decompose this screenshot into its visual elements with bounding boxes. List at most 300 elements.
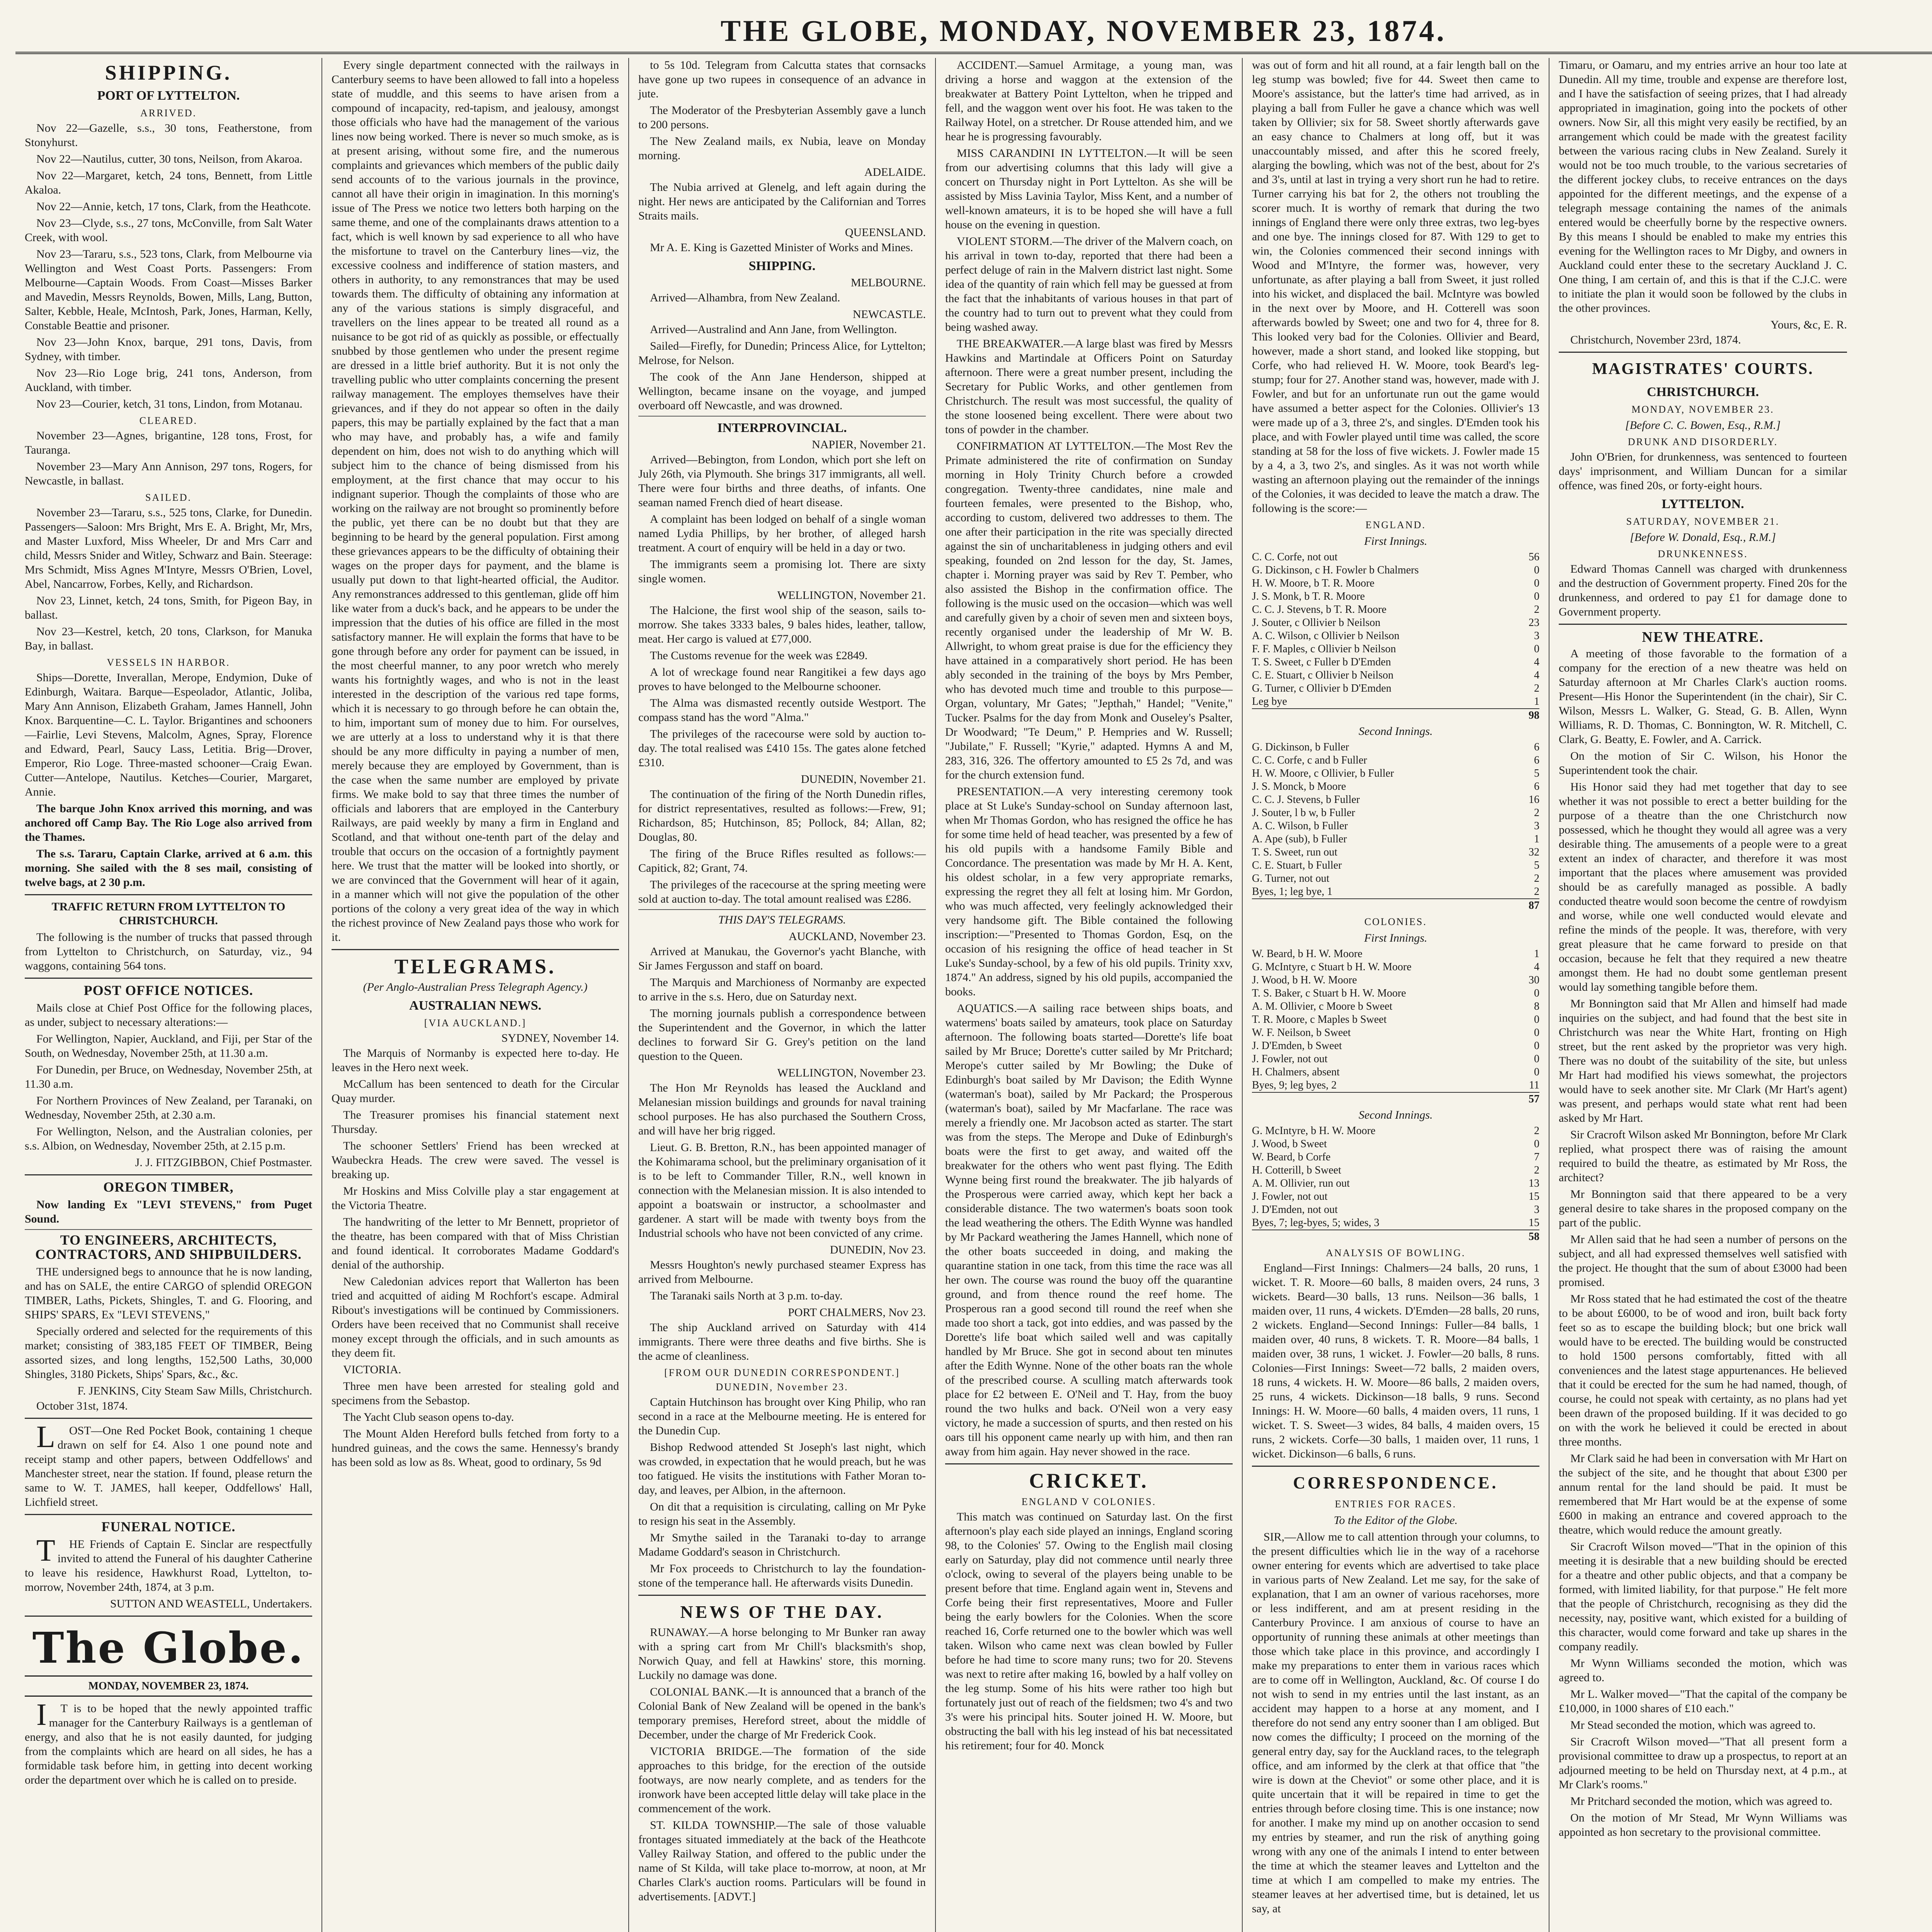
score-row (1252, 564, 1539, 577)
queensland-dateline: QUEENSLAND. (845, 226, 926, 239)
runs: 2 (1534, 682, 1539, 694)
runs: 6 (1534, 741, 1539, 753)
batsman-name: A. Ape (sub), b Fuller (1252, 833, 1347, 845)
divider (25, 1229, 312, 1230)
telegram-paragraph: The Halcione, the first wool ship of the season, sails to-morrow. She takes 3333 bales, 9 bales hides, leather, tallow, meat. Her cargo is valued at £77,000. (638, 604, 926, 645)
shipping-entry: Nov 22—Gazelle, s.s., 30 tons, Featherstone, from Stonyhurst. (25, 122, 312, 149)
theatre-paragraph: Mr Pritchard seconded the motion, which was agreed to. (1570, 1795, 1833, 1808)
runs: 6 (1534, 754, 1539, 766)
divider (25, 1616, 312, 1617)
tararu-note: The s.s. Tararu, Captain Clarke, arrived at 6 a.m. this morning. She sailed with the 8 ses mail, consisting of twelve bags, at 2 30 p.m. (25, 847, 312, 889)
runs: 0 (1534, 643, 1539, 655)
christchurch-text: John O'Brien, for drunkenness, was sentenced to fourteen days' imprisonment, and William Duncan for a similar offence, was fined 20s, or forty-eight hours. (1559, 451, 1847, 492)
drunk-disorderly-label: DRUNK AND DISORDERLY. (1628, 436, 1778, 447)
local-news-list (945, 58, 1233, 1459)
telegram-paragraph: Arrived—Bebington, from London, which port she left on July 26th, via Plymouth. She brings 317 immigrants, all well. There were four births and three deaths, of infants. One seaman named French died of heart disease. (638, 453, 926, 509)
score-row (1252, 846, 1539, 859)
column-6 (1549, 58, 1856, 1932)
runs: 16 (1529, 794, 1539, 806)
telegram-paragraph: The schooner Settlers' Friend has been wrecked at Waubeckra Heads. The crew were saved. The vessel is breaking up. (332, 1139, 619, 1181)
post-list (25, 1001, 312, 1153)
batsman-name: A. M. Ollivier, c Moore b Sweet (1252, 1000, 1393, 1012)
magistrates-title: MAGISTRATES' COURTS. (1592, 360, 1814, 378)
globe-date-bar: MONDAY, NOVEMBER 23, 1874. (25, 1675, 312, 1697)
batsman-name: J. D'Emden, b Sweet (1252, 1040, 1342, 1052)
runs: 0 (1534, 1053, 1539, 1065)
runs: 4 (1534, 669, 1539, 681)
news-paragraph: ST. KILDA TOWNSHIP.—The sale of those valuable frontages situated immediately at the back of the Heathcote Valley Railway Station, and offered to the public under the name of St Kilda, will take place to-morrow, at noon, at Mr Charles Clark's auction rooms. Particulars will be found in advertisements. [ADVT.] (638, 1819, 926, 1903)
divider (638, 416, 926, 417)
runs: 30 (1529, 974, 1539, 986)
funeral-text: THE Friends of Captain E. Sinclar are respectfully invited to attend the Funeral of his daughter Catherine to leave his residence, Hawkhurst Road, Lyttelton, to-morrow, November 24th, 1874, at 3 p.m. (25, 1534, 312, 1594)
total-runs: 87 (1509, 899, 1539, 912)
funeral-signature: SUTTON AND WEASTELL, Undertakers. (110, 1597, 312, 1610)
runs: 0 (1534, 1027, 1539, 1039)
telegram-paragraph: The New Zealand mails, ex Nubia, leave on Monday morning. (638, 135, 926, 162)
score-row (1252, 1053, 1539, 1066)
batsman-name: C. C. Corfe, c and b Fuller (1252, 754, 1367, 766)
telegram-paragraph: Mr Smythe sailed in the Taranaki to-day to arrange Madame Goddard's season in Christchurch. (638, 1531, 926, 1558)
cricket-title: CRICKET. (1029, 1469, 1149, 1492)
theatre-paragraph: A meeting of those favorable to the formation of a company for the erection of a new theatre was held on Saturday afternoon at Mr Charles Clark's auction rooms. Present—His Honor the Superintendent (in the chair), Sir C. Wilson, Messrs L. Walker, G. Stead, G. B. Allen, Wynn Williams, R. D. Thomas, C. Bonnington, W. R. Mitchell, C. Clark, G. Beatty, E. Fowler, and A. Carrick. (1559, 647, 1847, 746)
divider (1559, 624, 1847, 625)
runs: 0 (1534, 1138, 1539, 1150)
runs: 4 (1534, 961, 1539, 973)
todays-telegrams-title: THIS DAY'S TELEGRAMS. (718, 913, 846, 926)
telegram-paragraph: McCallum has been sentenced to death for the Circular Quay murder. (332, 1078, 619, 1105)
post-notice-paragraph: For Wellington, Napier, Auckland, and Fiji, per Star of the South, on Wednesday, November 25th, at 11.30 a.m. (25, 1032, 312, 1060)
score-row (1252, 1013, 1539, 1026)
divider (638, 1595, 926, 1596)
runs: 8 (1534, 1000, 1539, 1012)
divider (25, 894, 312, 895)
column-2 (322, 58, 629, 1932)
shipping-title: SHIPPING. (105, 61, 232, 84)
column-3 (629, 58, 936, 1932)
engineers-date: October 31st, 1874. (36, 1400, 128, 1412)
score-row (1252, 603, 1539, 616)
batsman-name: C. C. J. Stevens, b Fuller (1252, 794, 1360, 806)
score-row (1252, 1124, 1539, 1138)
divider (25, 1514, 312, 1515)
shipping-entry: Nov 22—Annie, ketch, 17 tons, Clark, from the Heathcote. (36, 200, 311, 213)
traffic-text: The following is the number of trucks that passed through from Lyttelton to Christchurch, on Saturday, viz., 94 waggons, containing 564 tons. (25, 931, 312, 972)
news-paragraph: AQUATICS.—A sailing race between ships boats, and watermens' boats sailed by amateurs, took place on Saturday afternoon. The following boats started—Dorette's life boat sailed by Mr Bruce; Dorette's cutter sailed by Mr Pritchard; Merope's cutter sailed by Mr Bowling; the Duke of Edinburgh's boat sailed by Mr Davison; the Edith Wynne (waterman's boat), sailed by Mr Packard; the Prosperous (waterman's boat), sailed by Mr Macfarlane. The race was merely a friendly one. Mr Jacobson acted as starter. The start was from the steps. The Merope and Duke of Edinburgh's boats were the first to get away, and waited off the breakwater for the others who went past flying. The Edith Wynne being first round the breakwater. The jib halyards of the Prosperous were carried away, which kept her back a considerable distance. The two watermen's boats soon took the lead weathering the others. The Edith Wynne was handled by Mr Packard weathering the James Hannell, which none of the other boats succeeded in doing, and making the quarantine station in one tack, from this time the race was all her own. The course was round the buoy off the quarantine ground, and from thence round the reef home. The Prosperous ran a good second till round the reef when she made too short a tack, got into eddies, and was passed by the Dorette's life boat which sailed well and was capitally handled by Mr Bruce. She got in second about ten minutes after the Edith Wynne. None of the other boats ran the whole of the prescribed course. A sculling match afterwards took place for £2 between E. O'Neil and T. Hay, from the buoy round the two hulks and back. O'Neil won a very easy victory, he made a succession of spurts, and then rested on his oars till his opponent came nearly up with him, and then ran away from him again. Hay never showed in the race. (945, 1002, 1233, 1458)
masthead: THE GLOBE, MONDAY, NOVEMBER 23, 1874. (720, 14, 1447, 48)
runs: 0 (1534, 1066, 1539, 1078)
telegram-paragraph: Sailed—Firefly, for Dunedin; Princess Alice, for Lyttelton; Melrose, for Nelson. (638, 340, 926, 367)
telegram-paragraph: Bishop Redwood attended St Joseph's last night, which was crowded, in expectation that he would preach, but he was too fatigued. He visits the institutions with Father Moran to-day, and leaves, per Albion, in the afternoon. (638, 1441, 926, 1497)
batsman-name: C. C. Corfe, not out (1252, 551, 1338, 563)
letter-continued: Timaru, or Oamaru, and my entries arrive an hour too late at Dunedin. All my time, trouble and expense are therefore lost, and I have the satisfaction of seeing prizes, that I had already appropriated in imagination, going into the pockets of other owners. Now Sir, all this might very easily be rectified, by an arrangement which could be made with the greatest facility between the various racing clubs in New Zealand. Surely it would not be too much trouble, to the various secretaries of the different jockey clubs, to receive entrances on the days appointed for the different meetings, and the expense of a telegraph message containing the names of the animals entered would be cheerfully borne by the respective owners. By this means I should be enabled to make my entries this evening for the Wellington races to Mr Digby, and owners in Auckland could enter these to the secretary Auckland J. C. One thing, I am certain of, and this is that if the C.J.C. were to initiate the plan it would soon be followed by the clubs in the other provinces. (1559, 59, 1847, 315)
total-runs: 57 (1509, 1092, 1539, 1106)
australian-news-list (332, 1046, 619, 1469)
score-row (1252, 1066, 1539, 1079)
post-notice-paragraph: Mails close at Chief Post Office for the following places, as under, subject to necessary alterations:— (25, 1002, 312, 1029)
score-row (1252, 885, 1539, 899)
runs: 3 (1534, 630, 1539, 642)
telegram-paragraph: On dit that a requisition is circulating, calling on Mr Pyke to resign his seat in the Assembly. (638, 1500, 926, 1527)
score-row (1252, 1000, 1539, 1013)
analysis-title: ANALYSIS OF BOWLING. (1326, 1247, 1466, 1259)
post-notice-paragraph: For Wellington, Nelson, and the Australian colonies, per s.s. Albion, on Wednesday, November 25th, at 2.15 p.m. (25, 1125, 312, 1152)
christchurch-bench: [Before C. C. Bowen, Esq., R.M.] (1625, 419, 1781, 432)
score-row (1252, 1164, 1539, 1177)
score-row (1252, 780, 1539, 793)
batsman-name: Byes, 9; leg byes, 2 (1252, 1079, 1337, 1091)
score-row (1252, 643, 1539, 656)
runs: 0 (1534, 590, 1539, 602)
runs: 2 (1534, 872, 1539, 884)
shipping-entry: Nov 22—Nautilus, cutter, 30 tons, Neilson, from Akaroa. (36, 153, 303, 165)
entries-letter: SIR,—Allow me to call attention through your columns, to the present difficulties which lie in the way of a racehorse owner entering for events which are advertised to take place in various parts of New Zealand. Let me say, for the sake of explanation, that I am an owner of various racehorses, more or less indifferent, and am at present residing in the Canterbury Province. I am anxious of course to have an opportunity of running these animals at other meetings than those which take place in this province, and accordingly I make my preparations to enter them in various races which are to come off in Wellington, Auckland, &c. Of course I do not wish to send in my entries until the last instant, as an accident may happen to a horse at any moment, and I therefore do not send any entry sooner than I am obliged. But now comes the difficulty; I proceed on the morning of the general entry day, say for the Auckland races, to the telegraph office, and am informed by the clerk at that office that "the wire is down at the Cheviot" or some other place, and it is quite uncertain that it will be repaired in time to get the entries through before closing time. This is one instance; now for another. I make my mind up on another occasion to send my entries by steamer, and run the risk of anything going wrong with any one of the animals I intend to enter between the time at which the steamer leaves and Lyttelton and the time at which I am compelled to make my entries. The steamer leaves at her advertised time, but is detained, let us say, at (1252, 1531, 1539, 1915)
total-label (1252, 1230, 1509, 1243)
score-row (1252, 741, 1539, 754)
total-row (1252, 1092, 1539, 1106)
score-row (1252, 1026, 1539, 1039)
runs: 15 (1529, 1190, 1539, 1202)
correspondence-title: CORRESPONDENCE. (1293, 1473, 1498, 1492)
batsman-name: G. McIntyre, b H. W. Moore (1252, 1125, 1376, 1137)
auckland-list (638, 944, 926, 1063)
runs: 7 (1534, 1151, 1539, 1163)
batsman-name: G. McIntyre, c Stuart b H. W. Moore (1252, 961, 1412, 973)
telegram-paragraph: Mr Fox proceeds to Christchurch to lay the foundation-stone of the temperance hall. He afterwards visits Dunedin. (638, 1562, 926, 1589)
shipping-telegram-title: SHIPPING. (748, 259, 816, 273)
score-row (1252, 961, 1539, 974)
runs: 2 (1534, 1164, 1539, 1176)
theatre-paragraph: Sir Cracroft Wilson moved—"That all present form a provisional committee to draw up a prospectus, to report at an adjourned meeting to be held on Thursday next, at 4 p.m., at Mr Clark's rooms." (1559, 1735, 1847, 1791)
theatre-paragraph: Mr Ross stated that he had estimated the cost of the theatre to be about £6000, to be of wood and iron, built back forty feet so as to escape the building block; but one brick wall would have to be erected. The building would be constructed to hold 1500 persons comfortably, fitted with all conveniences and the latest stage appurtenances. He believed that it could be erected for the sum he had named, though, of course, he could not speak with certainty, as no plans had yet been drawn of the proposed building. If it was decided to go on with the work he believed it could be erected in about three months. (1559, 1293, 1847, 1448)
news-paragraph: CONFIRMATION AT LYTTELTON.—The Most Rev the Primate administered the rite of confirmation on Sunday morning in Holy Trinity Church before a crowded congregation. Twenty-three candidates, nine male and fourteen females, were presented to the Bishop, who, according to custom, delivered two addresses to them. The one after their participation in the rite was specially directed against the sin of uncharitableness in judging others and evil speaking, founded on 2nd lesson for the day, St. James, chapter i. Morning prayer was said by Rev T. Pember, who also assisted the Bishop in the confirmation office. The following is the music used on the occasion—which was well and carefully given by a choir of seven men and sixteen boys, recently organised under the leadership of Mr W. B. Allwright, to whom great praise is due for the efficiency they have attained in a comparatively short period. He has been ably seconded in the training of the boys by Mrs Pember, who has devoted much time and trouble to this purpose—Organ, voluntary, Mr Gates; "Jepthah," Handel; "Venite," Tucker. Psalms for the day from Monk and Ouseley's Psalter, Dr Woodward; "Te Deum," P. Hempries and W. Russell; "Jubilate," F. Russell; "Kyrie," adapted. Hymns A and M, 283, 316, 326. The offertory amounted to £5 2s 7d, and was for the church extension fund. (945, 440, 1233, 781)
runs: 15 (1529, 1217, 1539, 1229)
score-row (1252, 590, 1539, 603)
column-5 (1243, 58, 1549, 1932)
batsman-name: Byes, 1; leg bye, 1 (1252, 886, 1333, 898)
batsman-name: J. Wood, b Sweet (1252, 1138, 1327, 1150)
batsman-name: T. S. Sweet, c Fuller b D'Emden (1252, 656, 1391, 668)
telegram-paragraph: Mr Hoskins and Miss Colville play a star engagement at the Victoria Theatre. (332, 1185, 619, 1212)
batsman-name: A. C. Wilson, c Ollivier b Neilson (1252, 630, 1400, 642)
dunedin2-list (638, 1258, 926, 1303)
news-paragraph: PRESENTATION.—A very interesting ceremony took place at St Luke's Sunday-school on Sunday afternoon last, when Mr Thomas Gordon, who has resigned the office he has for some time held of head teacher, was presented by a few of his old pupils with a handsome Family Bible and Concordance. The presentation was made by Mr H. A. Kent, his oldest scholar, in a few very appropriate remarks, expressing the regret they all felt at losing him. Mr Gordon, who was much affected, very feelingly acknowledged their very handsome gift. The Bible contained the following inscription:—"Presented to Thomas Gordon, Esq, on the occasion of his resigning the office of head teacher in St Luke's Sunday-school, by a few of his old pupils. Trinity xxv, 1874." An address, signed by his old pupils, accompanied the books. (945, 785, 1233, 998)
funeral-title: FUNERAL NOTICE. (101, 1519, 236, 1534)
batsman-name: J. Fowler, not out (1252, 1190, 1328, 1202)
batsman-name: G. Dickinson, c H. Fowler b Chalmers (1252, 564, 1419, 576)
telegram-paragraph: Three men have been arrested for stealing gold and specimens from the Sebastop. (332, 1380, 619, 1407)
shipping-entry: Nov 22—Margaret, ketch, 24 tons, Bennett, from Little Akaloa. (25, 169, 312, 196)
lyttelton-title: LYTTELTON. (1662, 497, 1744, 511)
telegram-paragraph: The Taranaki sails North at 3 p.m. to-day. (650, 1289, 843, 1302)
score-row (1252, 872, 1539, 885)
score-row (1252, 551, 1539, 564)
batsman-name: Byes, 7; leg-byes, 5; wides, 3 (1252, 1217, 1379, 1229)
telegram-paragraph: The immigrants seem a promising lot. There are sixty single women. (638, 558, 926, 585)
batsman-name: G. Turner, not out (1252, 872, 1330, 884)
editorial-lead: IT is to be hoped that the newly appointed traffic manager for the Canterbury Railways is a gentleman of energy, and also that he is not easily daunted, for judging from the complaints which are heard on all sides, he has a formidable task before him, in getting into decent working order the department over which he is called on to preside. (25, 1698, 312, 1786)
score-row (1252, 1190, 1539, 1203)
news-paragraph: VICTORIA BRIDGE.—The formation of the side approaches to this bridge, for the erection of the outside footways, are now nearly complete, and as tenders for the ironwork have been accepted little delay will take place in the commencement of the work. (638, 1745, 926, 1815)
total-runs: 58 (1509, 1230, 1539, 1243)
australian-news-title: AUSTRALIAN NEWS. (409, 998, 541, 1013)
theatre-paragraph: Sir Cracroft Wilson asked Mr Bonnington, before Mr Clark replied, what prospect there was of raising the amount required to build the theatre, as estimated by Mr Ross, the architect? (1559, 1128, 1847, 1184)
engineers-list (25, 1265, 312, 1381)
sailed-label: SAILED. (145, 492, 192, 503)
lyttelton-date: SATURDAY, NOVEMBER 21. (1626, 516, 1780, 527)
batsman-name: A. C. Wilson, b Fuller (1252, 820, 1348, 832)
score-row (1252, 806, 1539, 820)
post-notice-paragraph: For Northern Provinces of New Zealand, per Taranaki, on Wednesday, November 25th, at 2.30 a.m. (25, 1094, 312, 1121)
dunedin-dateline: DUNEDIN, November 21. (801, 773, 926, 786)
runs: 2 (1534, 807, 1539, 819)
new-theatre-title: NEW THEATRE. (1642, 629, 1764, 645)
melbourne-dateline: MELBOURNE. (850, 276, 926, 289)
column-4 (936, 58, 1243, 1932)
chalmers-dateline: PORT CHALMERS, Nov 23. (788, 1306, 926, 1319)
batsman-name: A. M. Ollivier, run out (1252, 1177, 1350, 1189)
chalmers-text: The ship Auckland arrived on Saturday with 414 immigrants. There were three deaths and five births. She is the acme of cleanliness. (638, 1321, 926, 1362)
telegram-paragraph: The cook of the Ann Jane Henderson, shipped at Wellington, became insane on the voyage, and jumped overboard off Newcastle, and was drowned. (638, 371, 926, 412)
batsman-name: J. Fowler, not out (1252, 1053, 1328, 1065)
score-row (1252, 629, 1539, 643)
divider (945, 1463, 1233, 1464)
drunkenness-label: DRUNKENNESS. (1658, 548, 1748, 560)
divider (25, 1418, 312, 1419)
second-innings-label: Second Innings. (1359, 1109, 1433, 1121)
timber-notice-paragraph: Specially ordered and selected for the requirements of this market; consisting of 383,185 FEET OF TIMBER, Being assorted sizes, and long lengths, 152,500 Laths, 30,000 Shingles, 3180 Pickets, Ships' Spars, &c., &c. (25, 1325, 312, 1381)
entries-to: To the Editor of the Globe. (1333, 1514, 1458, 1527)
telegram-paragraph: The Marquis of Normanby is expected here to-day. He leaves in the Hero next week. (332, 1047, 619, 1074)
shipping-entry: Nov 23—Clyde, s.s., 27 tons, McConville, from Salt Water Creek, with wool. (25, 217, 312, 244)
barque-note: The barque John Knox arrived this morning, and was anchored off Camp Bay. The Rio Loge also arrived from the Thames. (25, 802, 312, 844)
oregon-text: Now landing Ex "LEVI STEVENS," from Puget Sound. (25, 1198, 312, 1225)
shipping-entry: November 23—Mary Ann Annison, 297 tons, Rogers, for Newcastle, in ballast. (25, 460, 312, 487)
runs: 2 (1534, 604, 1539, 616)
wellington-list (638, 603, 926, 770)
engineers-title: TO ENGINEERS, ARCHITECTS, CONTRACTORS, AND SHIPBUILDERS. (35, 1232, 302, 1262)
telegram-paragraph: The Moderator of the Presbyterian Assembly gave a lunch to 200 persons. (638, 104, 926, 131)
runs: 3 (1534, 820, 1539, 832)
score-row (1252, 1177, 1539, 1190)
first-innings-label: First Innings. (1364, 535, 1427, 548)
score-row (1252, 1151, 1539, 1164)
post-notice-paragraph: For Dunedin, per Bruce, on Wednesday, November 25th, at 11.30 a.m. (25, 1063, 312, 1090)
runs: 1 (1534, 948, 1539, 960)
colonies-title: COLONIES. (1364, 916, 1427, 927)
theatre-paragraph: Mr Stead seconded the motion, which was agreed to. (1570, 1719, 1816, 1731)
news-of-day-title: NEWS OF THE DAY. (680, 1602, 884, 1622)
total-runs: 98 (1509, 709, 1539, 722)
letter-signature: Yours, &c, E. R. (1770, 318, 1847, 331)
arrived-label: ARRIVED. (140, 107, 197, 119)
news-paragraph: MISS CARANDINI IN LYTTELTON.—It will be seen from our advertising columns that this lady will give a concert on Thursday night in Port Lyttelton. As she will be assisted by Miss Lavinia Taylor, Miss Kent, and a number of well-known amateurs, it is to be hoped she will have a full house on the evening in question. (945, 147, 1233, 231)
batsman-name: J. S. Monck, b Moore (1252, 781, 1346, 793)
score-row (1252, 695, 1539, 709)
theatre-paragraph: Mr Bonnington said that there appeared to be a very general desire to take shares in the proposed company on the part of the public. (1559, 1188, 1847, 1229)
batsman-name: J. S. Monk, b T. R. Moore (1252, 590, 1365, 602)
shipping-entry: Nov 23—Kestrel, ketch, 20 tons, Clarkson, for Manuka Bay, in ballast. (25, 625, 312, 652)
divider (1252, 1466, 1539, 1467)
score-row (1252, 754, 1539, 767)
total-label (1252, 899, 1509, 912)
lost-notice: LOST—One Red Pocket Book, containing 1 cheque drawn on self for £4. Also 1 one pound note and receipt stamp and other papers, between Oddfellows' and Manchester street, near the station. If found, please return the same to W. T. JAMES, hall keeper, Oddfellows' Hall, Lichfield street. (25, 1420, 312, 1509)
runs: 0 (1534, 1014, 1539, 1026)
columns (15, 58, 1932, 1932)
shipping-entry: Nov 23—Rio Loge brig, 241 tons, Anderson, from Auckland, with timber. (25, 367, 312, 394)
score-row (1252, 1138, 1539, 1151)
telegram-paragraph: New Caledonian advices report that Wallerton has been tried and acquitted of aiding M Rochfort's escape. Admiral Ribout's investigations will be continued by Commissioners. Orders have been received that no Communist shall receive money except through the officials, and in such amounts as they deem fit. (332, 1275, 619, 1359)
theatre-paragraph: Mr Allen said that he had seen a number of persons on the subject, and all had expressed themselves well satisfied with the project. He thought that the sum of about £3000 had been promised. (1559, 1233, 1847, 1289)
shipping-entry: Nov 23—John Knox, barque, 291 tons, Davis, from Sydney, with timber. (25, 336, 312, 363)
batsman-name: G. Dickinson, b Fuller (1252, 741, 1349, 753)
telegram-paragraph: The firing of the Bruce Rifles resulted as follows:—Capitick, 82; Grant, 74. (638, 847, 926, 874)
runs: 5 (1534, 767, 1539, 779)
sailed-list (25, 505, 312, 653)
shipping-entry: Nov 23, Linnet, ketch, 24 tons, Smith, for Pigeon Bay, in ballast. (25, 594, 312, 621)
telegram-paragraph: The Customs revenue for the week was £2849. (650, 649, 868, 662)
score-row (1252, 577, 1539, 590)
runs: 1 (1534, 833, 1539, 845)
melbourne-text: Arrived—Alhambra, from New Zealand. (650, 291, 840, 304)
runs: 0 (1534, 987, 1539, 999)
cleared-label: CLEARED. (139, 415, 198, 426)
newcastle-list (638, 322, 926, 413)
entries-title: ENTRIES FOR RACES. (1335, 1498, 1457, 1510)
auckland-dateline: AUCKLAND, November 23. (789, 930, 926, 943)
cricket-text: This match was continued on Saturday last. On the first afternoon's play each side played an innings, England scoring 98, to the Colonies' 57. Owing to the English mail closing early on Saturday, play did not commence until nearly three o'clock, owing to several of the players being unable to be present before that time. England again went in, Stevens and Corfe being their first representatives, Moore and Fuller being the early bowlers for the Colonies. When the score reached 16, Corfe returned one to the bowler which was well taken. Wilson who came next was clean bowled by Fuller before he had time to score many runs; two for 20. Stevens was next to retire after making 16, bowled by a half volley on the leg stump. Some of his hits were rather too high but fortunately just out of reach of the fieldsmen; two 4's and two 3's were his principal hits. Souter joined H. W. Moore, but obstructing the ball with his leg instead of his bat necessitated his retirement; four for 40. Monck (945, 1510, 1233, 1752)
divider (638, 909, 926, 910)
runs: 13 (1529, 1177, 1539, 1189)
england-title: ENGLAND. (1365, 519, 1426, 531)
wellington-dateline: WELLINGTON, November 21. (777, 589, 926, 602)
telegram-paragraph: Captain Hutchinson has brought over King Philip, who ran second in a race at the Melbourne meeting. He is entered for the Dunedin Cup. (638, 1396, 926, 1437)
total-row (1252, 709, 1539, 722)
score-row (1252, 974, 1539, 987)
news-paragraph: ACCIDENT.—Samuel Armitage, a young man, was driving a horse and waggon at the extension of the breakwater at Battery Point Lyttelton, when he tripped and fell, and the waggon went over his foot. He was taken to the Railway Hotel, on a stretcher. Dr Rouse attended him, and we hear he is progressing favourably. (945, 59, 1233, 143)
arrived-list (25, 121, 312, 411)
score-row (1252, 1203, 1539, 1216)
globe-nameplate: The Globe. (32, 1623, 305, 1673)
score-row (1252, 616, 1539, 629)
shipping-entry: November 23—Tararu, s.s., 525 tons, Clarke, for Dunedin. Passengers—Saloon: Mrs Bright, Mrs E. A. Bright, Mr, Mrs, and Master Luxford, Miss Wheeler, Dr and Mrs Carr and child, Messrs Snider and Witley, Schwarz and Bain. Steerage: Mrs Schmidt, Miss Agnes M'Intyre, Messrs O'Brien, Lovel, Abel, Nancarrow, Forbes, Kelly, and Richardson. (25, 506, 312, 590)
telegrams-title: TELEGRAMS. (394, 955, 556, 978)
queensland-text: Mr A. E. King is Gazetted Minister of Works and Mines. (650, 241, 913, 254)
own-correspondent: [FROM OUR DUNEDIN CORRESPONDENT.] DUNEDIN, November 23. (664, 1367, 900, 1393)
telegram-paragraph: A lot of wreckage found near Rangitikei a few days ago proves to have belonged to the Melbourne schooner. (638, 666, 926, 693)
score-row (1252, 767, 1539, 780)
news-paragraph: THE BREAKWATER.—A large blast was fired by Messrs Hawkins and Martindale at Officers Point on Saturday afternoon. There were a great number present, including the Secretary for Public Works, and other gentlemen from Christchurch. The result was most successful, the quality of the stone loosened being excellent. There were about two tons of powder in the chamber. (945, 337, 1233, 436)
runs: 0 (1534, 564, 1539, 576)
batsman-name: H. W. Moore, b T. R. Moore (1252, 577, 1375, 589)
post-office-title: POST OFFICE NOTICES. (83, 983, 253, 998)
batsman-name: F. F. Maples, c Ollivier b Neilson (1252, 643, 1396, 655)
theatre-list (1559, 646, 1847, 1839)
runs: 1 (1534, 696, 1539, 707)
runs: 2 (1534, 1125, 1539, 1137)
news-list (638, 1625, 926, 1904)
telegram-paragraph: VICTORIA. (343, 1363, 401, 1376)
total-row (1252, 1230, 1539, 1243)
adelaide-text: The Nubia arrived at Glenelg, and left again during the night. Her news are anticipated by the Californian and Torres Straits mails. (638, 181, 926, 222)
england-second-innings-table (1252, 741, 1539, 912)
second-innings-label: Second Innings. (1359, 725, 1433, 738)
telegram-paragraph: The Yacht Club season opens to-day. (343, 1411, 514, 1423)
score-row (1252, 833, 1539, 846)
total-row (1252, 899, 1539, 912)
correspondent-list (638, 1395, 926, 1590)
news-paragraph: COLONIAL BANK.—It is announced that a branch of the Colonial Bank of New Zealand will be opened in the bank's temporary premises, Hereford street, about the middle of December, under the charge of Mr Frederick Cook. (638, 1685, 926, 1741)
batsman-name: Leg bye (1252, 696, 1287, 707)
harbour-text: Ships—Dorette, Inverallan, Merope, Endymion, Duke of Edinburgh, Waitara. Barque—Espeolador, Atlantic, Joliba, Mary Ann Annison, Elizabeth Graham, James Hannell, John Knox. Barquentine—C. L. Taylor. Brigantines and schooners—Fairlie, Levi Stevens, Malcolm, Agnes, Spray, Florence and Edward, Pearl, Saucy Lass, Letitia. Brig—Drover, Emperor, Rio Loge. Three-masted schooner—Craig Ewan. Cutter—Antelope, Nautilus. Ketches—Courier, Margaret, Annie. (25, 671, 312, 798)
runs: 11 (1529, 1079, 1539, 1091)
runs: 2 (1534, 886, 1539, 898)
batsman-name: C. E. Stuart, c Ollivier b Neilson (1252, 669, 1394, 681)
telegram-paragraph: The Marquis and Marchioness of Normanby are expected to arrive in the s.s. Hero, due on Saturday next. (638, 976, 926, 1003)
score-row (1252, 1216, 1539, 1230)
batsman-name: J. Wood, b H. W. Moore (1252, 974, 1357, 986)
telegram-paragraph: The Mount Alden Hereford bulls fetched from forty to a hundred guineas, and the cows the same. Hennessy's brandy has been sold as low as 8s. Wheat, good to ordinary, 5s 9d (332, 1427, 619, 1469)
via-auckland: [VIA AUCKLAND.] (424, 1017, 527, 1029)
batsman-name: T. S. Baker, c Stuart b H. W. Moore (1252, 987, 1406, 999)
colonies-second-innings-table (1252, 1124, 1539, 1243)
score-row (1252, 682, 1539, 695)
england-first-innings-table (1252, 551, 1539, 722)
wellington2-list (638, 1081, 926, 1240)
editorial-body (332, 58, 619, 944)
batsman-name: T. S. Sweet, run out (1252, 846, 1338, 858)
news-paragraph: RUNAWAY.—A horse belonging to Mr Bunker ran away with a spring cart from Mr Chill's blacksmith's shop, Norwich Quay, and fell at Hawkins' store, this morning. Luckily no damage was done. (638, 1626, 926, 1682)
score-row (1252, 820, 1539, 833)
engineers-signature: F. JENKINS, City Steam Saw Mills, Christchurch. (77, 1384, 312, 1397)
score-row (1252, 656, 1539, 669)
shipping-entry: Nov 23—Tararu, s.s., 523 tons, Clark, from Melbourne via Wellington and West Coast Ports. Passengers: From Melbourne—Captain Woods. From Coast—Misses Barker and Mavedin, Messrs Reynolds, Bowen, Mills, Lang, Button, Salter, Kebble, Heale, McIntosh, Park, Jones, Harman, Kelly, Constable Beattie and prisoner. (25, 248, 312, 332)
runs: 56 (1529, 551, 1539, 563)
batsman-name: T. R. Moore, c Maples b Sweet (1252, 1014, 1387, 1026)
runs: 3 (1534, 1204, 1539, 1216)
batsman-name: H. Chalmers, absent (1252, 1066, 1340, 1078)
batsman-name: W. Beard, b H. W. Moore (1252, 948, 1362, 960)
runs: 6 (1534, 781, 1539, 793)
cricket-continued: was out of form and hit all round, at a fair length ball on the leg stump was bowled; five for 44. Sweet then came to Moore's assistance, but the latter's time had arrived, as in playing a ball from Fuller he gave a chance which was well taken by Ollivier; six for 58. Sweet shortly afterwards gave an easy chance to Chalmers at long off, but it was unaccountably missed, and after this he scored freely, alarging the bowling, which was not of the best, about for 2's and 3's, until at last in trying a very short run he had to retire. Turner carrying his bat for 2, the others not troubling the scorer much. It is worthy of remark that during the two innings of England there were only three extras, two leg-byes and one bye. The innings closed for 87. With 129 to get to win, the Colonies commenced their second innings with Wood and M'Intyre, the former was, however, very unfortunate, as after playing a ball from Sweet, it just rolled into his wicket, and displaced the bail. McIntyre was bowled in the next over by Moore, and H. Cotterell was soon afterwards bowled by Sweet; one and two for 4, three for 8. This looked very bad for the Colonies. Ollivier and Beard, however, made a short stand, and looked like stopping, but Corfe, who had relieved H. W. Moore, took Beard's leg-stump; four for 27. Another stand was, however, made with J. Fowler, and but for an unfortunate run out the game would have assumed a better aspect for the Colonies. Ollivier's 13 were made up of a 3, three 2's, and singles. D'Emden took his place, and with Fowler played until time was called, the score standing at 58 for the loss of five wickets. J. Fowler made 15 by a 4, a 3, two 2's, and singles. As it was not worth while wasting an afternoon playing out the remainder of the innings of the Colonies, it was decided to leave the match a draw. The following is the score:— (1252, 59, 1539, 515)
cricket-subtitle: ENGLAND V COLONIES. (1021, 1496, 1156, 1507)
score-row (1252, 859, 1539, 872)
shipping-entry: Nov 23—Courier, ketch, 31 tons, Lindon, from Motanau. (36, 398, 303, 410)
oregon-title: OREGON TIMBER, (103, 1179, 234, 1195)
total-label (1252, 709, 1509, 722)
telegram-paragraph: The continuation of the firing of the North Dunedin rifles, for district representatives, resulted as follows:—Frew, 91; Richardson, 85; Hutchinson, 85; Pollock, 84; Allan, 82; Douglas, 80. (638, 788, 926, 844)
runs: 0 (1534, 1040, 1539, 1052)
christchurch-date: MONDAY, NOVEMBER 23. (1631, 404, 1774, 415)
cleared-list (25, 429, 312, 488)
dunedin-list (638, 787, 926, 906)
first-innings-label: First Innings. (1364, 932, 1427, 944)
batsman-name: J. Souter, c Ollivier b Neilson (1252, 617, 1381, 629)
theatre-paragraph: On the motion of Mr Stead, Mr Wynn Williams was appointed as hon secretary to the provisional committee. (1559, 1811, 1847, 1838)
runs: 32 (1529, 846, 1539, 858)
letter-place: Christchurch, November 23rd, 1874. (1570, 333, 1741, 346)
christchurch-title: CHRISTCHURCH. (1647, 385, 1759, 399)
score-row (1252, 987, 1539, 1000)
batsman-name: H. W. Moore, c Ollivier, b Fuller (1252, 767, 1394, 779)
theatre-paragraph: Mr Bonnington said that Mr Allen and himself had made inquiries on the subject, and had found that the best site in Christchurch was near the White Hart, fronting on High street, but the rent asked by the proprietor was very high. There was no doubt of the suitability of the site, but unless Mr Hart had modified his views somewhat, the projectors would have to seek another site. Mr Clark (Mr Hart's agent) was present, and perhaps would state what rent had been asked by Mr Hart. (1559, 997, 1847, 1124)
napier-dateline: NAPIER, November 21. (812, 438, 926, 451)
harbour-label: VESSELS IN HARBOR. (107, 657, 230, 668)
theatre-paragraph: On the motion of Sir C. Wilson, his Honor the Superintendent took the chair. (1559, 750, 1847, 777)
timber-notice-paragraph: THE undersigned begs to announce that he is now landing, and has on SALE, the entire CARGO of splendid OREGON TIMBER, Laths, Pickets, Shingles, T. and G. Flooring, and SHIPS' SPARS, Ex "LEVI STEVENS," (25, 1265, 312, 1321)
telegram-paragraph: A complaint has been lodged on behalf of a single woman named Lydia Phillips, by her brother, of alleged harsh treatment. A court of enquiry will be held in a day or two. (638, 513, 926, 554)
batsman-name: G. Turner, c Ollivier b D'Emden (1252, 682, 1391, 694)
score-row (1252, 947, 1539, 961)
